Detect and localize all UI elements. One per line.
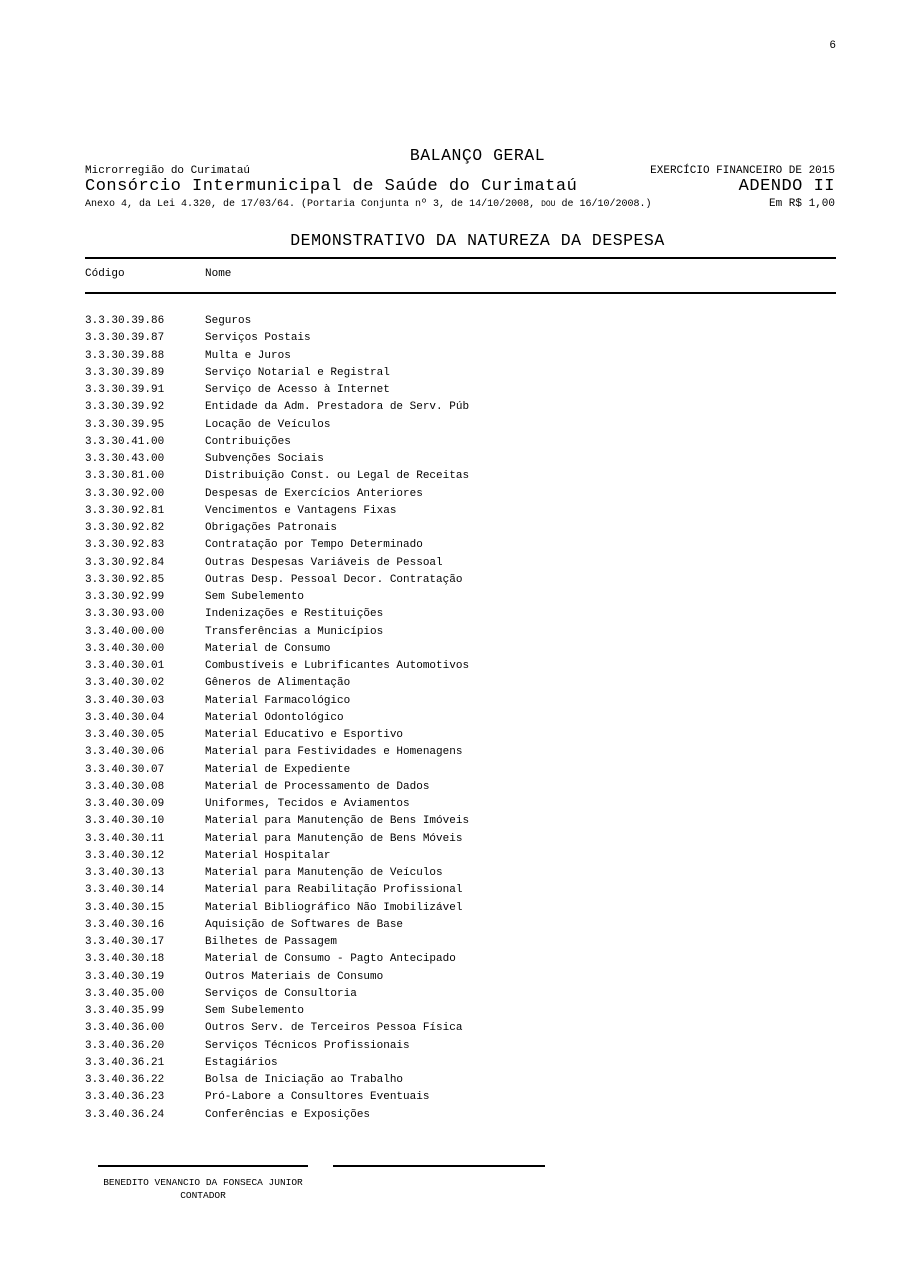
table-row — [85, 917, 836, 934]
expense-code: 3.3.30.41.00 — [85, 435, 165, 448]
expense-code: 3.3.30.39.86 — [85, 315, 165, 327]
expense-code: 3.3.40.30.03 — [85, 694, 165, 707]
expense-code: 3.3.40.30.18 — [85, 953, 165, 966]
expense-name: Outros Serv. de Terceiros Pessoa Física — [205, 1022, 463, 1035]
expense-name: Material Farmacológico — [205, 694, 351, 707]
expense-code: 3.3.40.36.22 — [85, 1074, 165, 1086]
expense-code: 3.3.40.36.21 — [85, 1056, 165, 1069]
legal-reference — [85, 199, 652, 210]
expense-name: Sem Subelemento — [205, 1005, 305, 1017]
expense-code: 3.3.40.30.13 — [85, 867, 165, 879]
expense-name: Uniformes, Tecidos e Aviamentos — [205, 798, 410, 810]
expense-code: 3.3.40.30.01 — [85, 660, 165, 672]
expense-code: 3.3.40.36.20 — [85, 1039, 165, 1052]
expense-name: Material para Manutenção de Veículos — [205, 867, 443, 879]
expense-name: Entidade da Adm. Prestadora de Serv. Púb — [205, 401, 470, 414]
fiscal-year-label: EXERCÍCIO FINANCEIRO DE 2015 — [650, 165, 835, 177]
expense-name: Bilhetes de Passagem — [205, 936, 338, 948]
table-row — [85, 399, 836, 416]
expense-name: Aquisição de Softwares de Base — [205, 918, 404, 931]
addendum-label: ADENDO II — [738, 177, 835, 196]
expense-code: 3.3.40.30.02 — [85, 677, 165, 690]
expense-name: Serviços de Consultoria — [205, 987, 357, 1000]
expense-code: 3.3.30.92.81 — [85, 504, 165, 517]
expense-name: Vencimentos e Vantagens Fixas — [205, 504, 397, 517]
table-row — [85, 589, 836, 606]
expense-name: Obrigações Patronais — [205, 522, 338, 534]
table-row — [85, 727, 836, 744]
expense-name: Contratação por Tempo Determinado — [205, 539, 423, 552]
expense-name: Transferências a Municípios — [205, 625, 384, 638]
expense-code: 3.3.30.92.85 — [85, 573, 165, 586]
table-row — [85, 1107, 836, 1124]
expense-name: Material de Consumo — [205, 642, 331, 655]
table-row — [85, 330, 836, 347]
expense-code: 3.3.40.30.05 — [85, 729, 165, 741]
expense-code: 3.3.30.39.95 — [85, 418, 165, 431]
page-number: 6 — [829, 40, 836, 52]
expense-name: Contribuições — [205, 435, 291, 448]
table-row — [85, 900, 836, 917]
table-row — [85, 537, 836, 554]
expense-name: Outros Materiais de Consumo — [205, 970, 384, 983]
table-row — [85, 641, 836, 658]
table-row — [85, 365, 836, 382]
legal-reference-text: Anexo 4, da Lei 4.320, de 17/03/64. (Portaria Conjunta nº 3, de 14/10/2008, — [85, 199, 542, 210]
expense-code: 3.3.30.92.99 — [85, 591, 165, 603]
expense-name: Material para Reabilitação Profissional — [205, 884, 463, 897]
expense-name: Serviço Notarial e Registral — [205, 366, 390, 379]
currency-unit-label: Em R$ 1,00 — [768, 198, 835, 210]
expense-code: 3.3.40.30.07 — [85, 763, 165, 776]
table-row — [85, 572, 836, 589]
expense-name: Serviços Postais — [205, 332, 311, 345]
expense-nature-table — [85, 313, 836, 1124]
table-row — [85, 417, 836, 434]
expense-code: 3.3.40.30.06 — [85, 746, 165, 759]
signature-line-accountant — [98, 1165, 308, 1167]
document-title: BALANÇO GERAL — [409, 146, 546, 165]
expense-name: Material para Manutenção de Bens Imóveis — [205, 815, 470, 828]
expense-code: 3.3.40.30.04 — [85, 711, 165, 724]
expense-name: Subvenções Sociais — [205, 453, 324, 465]
expense-name: Gêneros de Alimentação — [205, 677, 351, 690]
expense-name: Material de Expediente — [205, 763, 351, 776]
expense-name: Material de Consumo - Pagto Antecipado — [205, 953, 456, 966]
table-row — [85, 520, 836, 537]
table-row — [85, 451, 836, 468]
expense-code: 3.3.40.00.00 — [85, 625, 165, 638]
signatory-name: BENEDITO VENANCIO DA FONSECA JUNIOR — [103, 1177, 303, 1188]
expense-name: Material Bibliográfico Não Imobilizável — [205, 901, 463, 914]
expense-code: 3.3.40.36.24 — [85, 1108, 165, 1121]
table-row — [85, 468, 836, 485]
column-header-name: Nome — [205, 268, 232, 280]
expense-code: 3.3.30.92.82 — [85, 522, 165, 534]
expense-name: Outras Desp. Pessoal Decor. Contratação — [205, 573, 463, 586]
table-row — [85, 348, 836, 365]
table-row — [85, 831, 836, 848]
table-row — [85, 434, 836, 451]
table-row — [85, 848, 836, 865]
expense-code: 3.3.30.92.00 — [85, 487, 165, 500]
table-row — [85, 606, 836, 623]
table-row — [85, 796, 836, 813]
table-row — [85, 486, 836, 503]
expense-code: 3.3.30.92.84 — [85, 556, 165, 569]
expense-name: Combustíveis e Lubrificantes Automotivos — [205, 660, 470, 672]
table-row — [85, 779, 836, 796]
expense-code: 3.3.40.30.17 — [85, 936, 165, 948]
table-row — [85, 1038, 836, 1055]
expense-code: 3.3.40.30.11 — [85, 832, 165, 845]
expense-code: 3.3.40.30.12 — [85, 849, 165, 862]
table-row — [85, 969, 836, 986]
table-row — [85, 951, 836, 968]
table-row — [85, 624, 836, 641]
expense-code: 3.3.40.30.08 — [85, 780, 165, 793]
table-row — [85, 1020, 836, 1037]
statement-subtitle: DEMONSTRATIVO DA NATUREZA DA DESPESA — [290, 231, 665, 250]
expense-name: Material Educativo e Esportivo — [205, 729, 404, 741]
expense-name: Estagiários — [205, 1056, 278, 1069]
expense-code: 3.3.40.30.10 — [85, 815, 165, 828]
expense-code: 3.3.30.43.00 — [85, 453, 165, 465]
table-row — [85, 934, 836, 951]
table-row — [85, 382, 836, 399]
expense-code: 3.3.30.92.83 — [85, 539, 165, 552]
entity-region: Microrregião do Curimataú — [85, 165, 251, 177]
table-row — [85, 658, 836, 675]
expense-code: 3.3.40.30.09 — [85, 798, 165, 810]
expense-code: 3.3.30.39.92 — [85, 401, 165, 414]
expense-code: 3.3.40.36.23 — [85, 1091, 165, 1104]
expense-code: 3.3.30.39.88 — [85, 349, 165, 362]
legal-reference-tail: de 16/10/2008.) — [555, 199, 652, 210]
expense-name: Material para Festividades e Homenagens — [205, 746, 463, 759]
signature-block — [98, 1176, 308, 1202]
expense-code: 3.3.40.30.14 — [85, 884, 165, 897]
expense-code: 3.3.40.35.00 — [85, 987, 165, 1000]
table-row — [85, 710, 836, 727]
expense-name: Distribuição Const. ou Legal de Receitas — [205, 470, 470, 483]
expense-name: Conferências e Exposições — [205, 1108, 371, 1121]
table-row — [85, 744, 836, 761]
expense-code: 3.3.40.30.19 — [85, 970, 165, 983]
signatory-role: CONTADOR — [180, 1190, 226, 1201]
expense-code: 3.3.30.39.89 — [85, 366, 165, 379]
expense-code: 3.3.30.81.00 — [85, 470, 165, 483]
table-row — [85, 1055, 836, 1072]
entity-name: Consórcio Intermunicipal de Saúde do Curimataú — [85, 177, 578, 196]
expense-name: Serviço de Acesso à Internet — [205, 384, 390, 396]
expense-name: Material Odontológico — [205, 711, 344, 724]
signature-line-secondary — [333, 1165, 545, 1167]
expense-name: Indenizações e Restituições — [205, 608, 384, 621]
table-top-rule — [85, 257, 836, 259]
table-row — [85, 675, 836, 692]
table-row — [85, 1003, 836, 1020]
expense-name: Pró-Labore a Consultores Eventuais — [205, 1091, 430, 1104]
table-row — [85, 986, 836, 1003]
table-row — [85, 503, 836, 520]
table-row — [85, 813, 836, 830]
expense-name: Locação de Veículos — [205, 418, 331, 431]
expense-code: 3.3.40.30.00 — [85, 642, 165, 655]
legal-reference-dou: DOU — [541, 200, 556, 209]
expense-code: 3.3.30.93.00 — [85, 608, 165, 621]
expense-name: Material para Manutenção de Bens Móveis — [205, 832, 463, 845]
expense-name: Serviços Técnicos Profissionais — [205, 1039, 410, 1052]
table-row — [85, 693, 836, 710]
expense-name: Multa e Juros — [205, 349, 291, 362]
expense-name: Despesas de Exercícios Anteriores — [205, 487, 423, 500]
expense-name: Seguros — [205, 315, 252, 327]
expense-code: 3.3.40.30.15 — [85, 901, 165, 914]
table-row — [85, 1089, 836, 1106]
table-header-rule — [85, 292, 836, 294]
expense-name: Outras Despesas Variáveis de Pessoal — [205, 556, 443, 569]
table-row — [85, 865, 836, 882]
table-row — [85, 313, 836, 330]
expense-name: Material de Processamento de Dados — [205, 780, 430, 793]
expense-code: 3.3.40.36.00 — [85, 1022, 165, 1035]
expense-name: Material Hospitalar — [205, 849, 331, 862]
table-row — [85, 555, 836, 572]
table-row — [85, 762, 836, 779]
expense-code: 3.3.30.39.87 — [85, 332, 165, 345]
expense-name: Bolsa de Iniciação ao Trabalho — [205, 1074, 404, 1086]
expense-code: 3.3.40.35.99 — [85, 1005, 165, 1017]
expense-code: 3.3.30.39.91 — [85, 384, 165, 396]
expense-code: 3.3.40.30.16 — [85, 918, 165, 931]
column-header-code: Código — [85, 268, 125, 280]
table-row — [85, 882, 836, 899]
expense-name: Sem Subelemento — [205, 591, 305, 603]
table-row — [85, 1072, 836, 1089]
